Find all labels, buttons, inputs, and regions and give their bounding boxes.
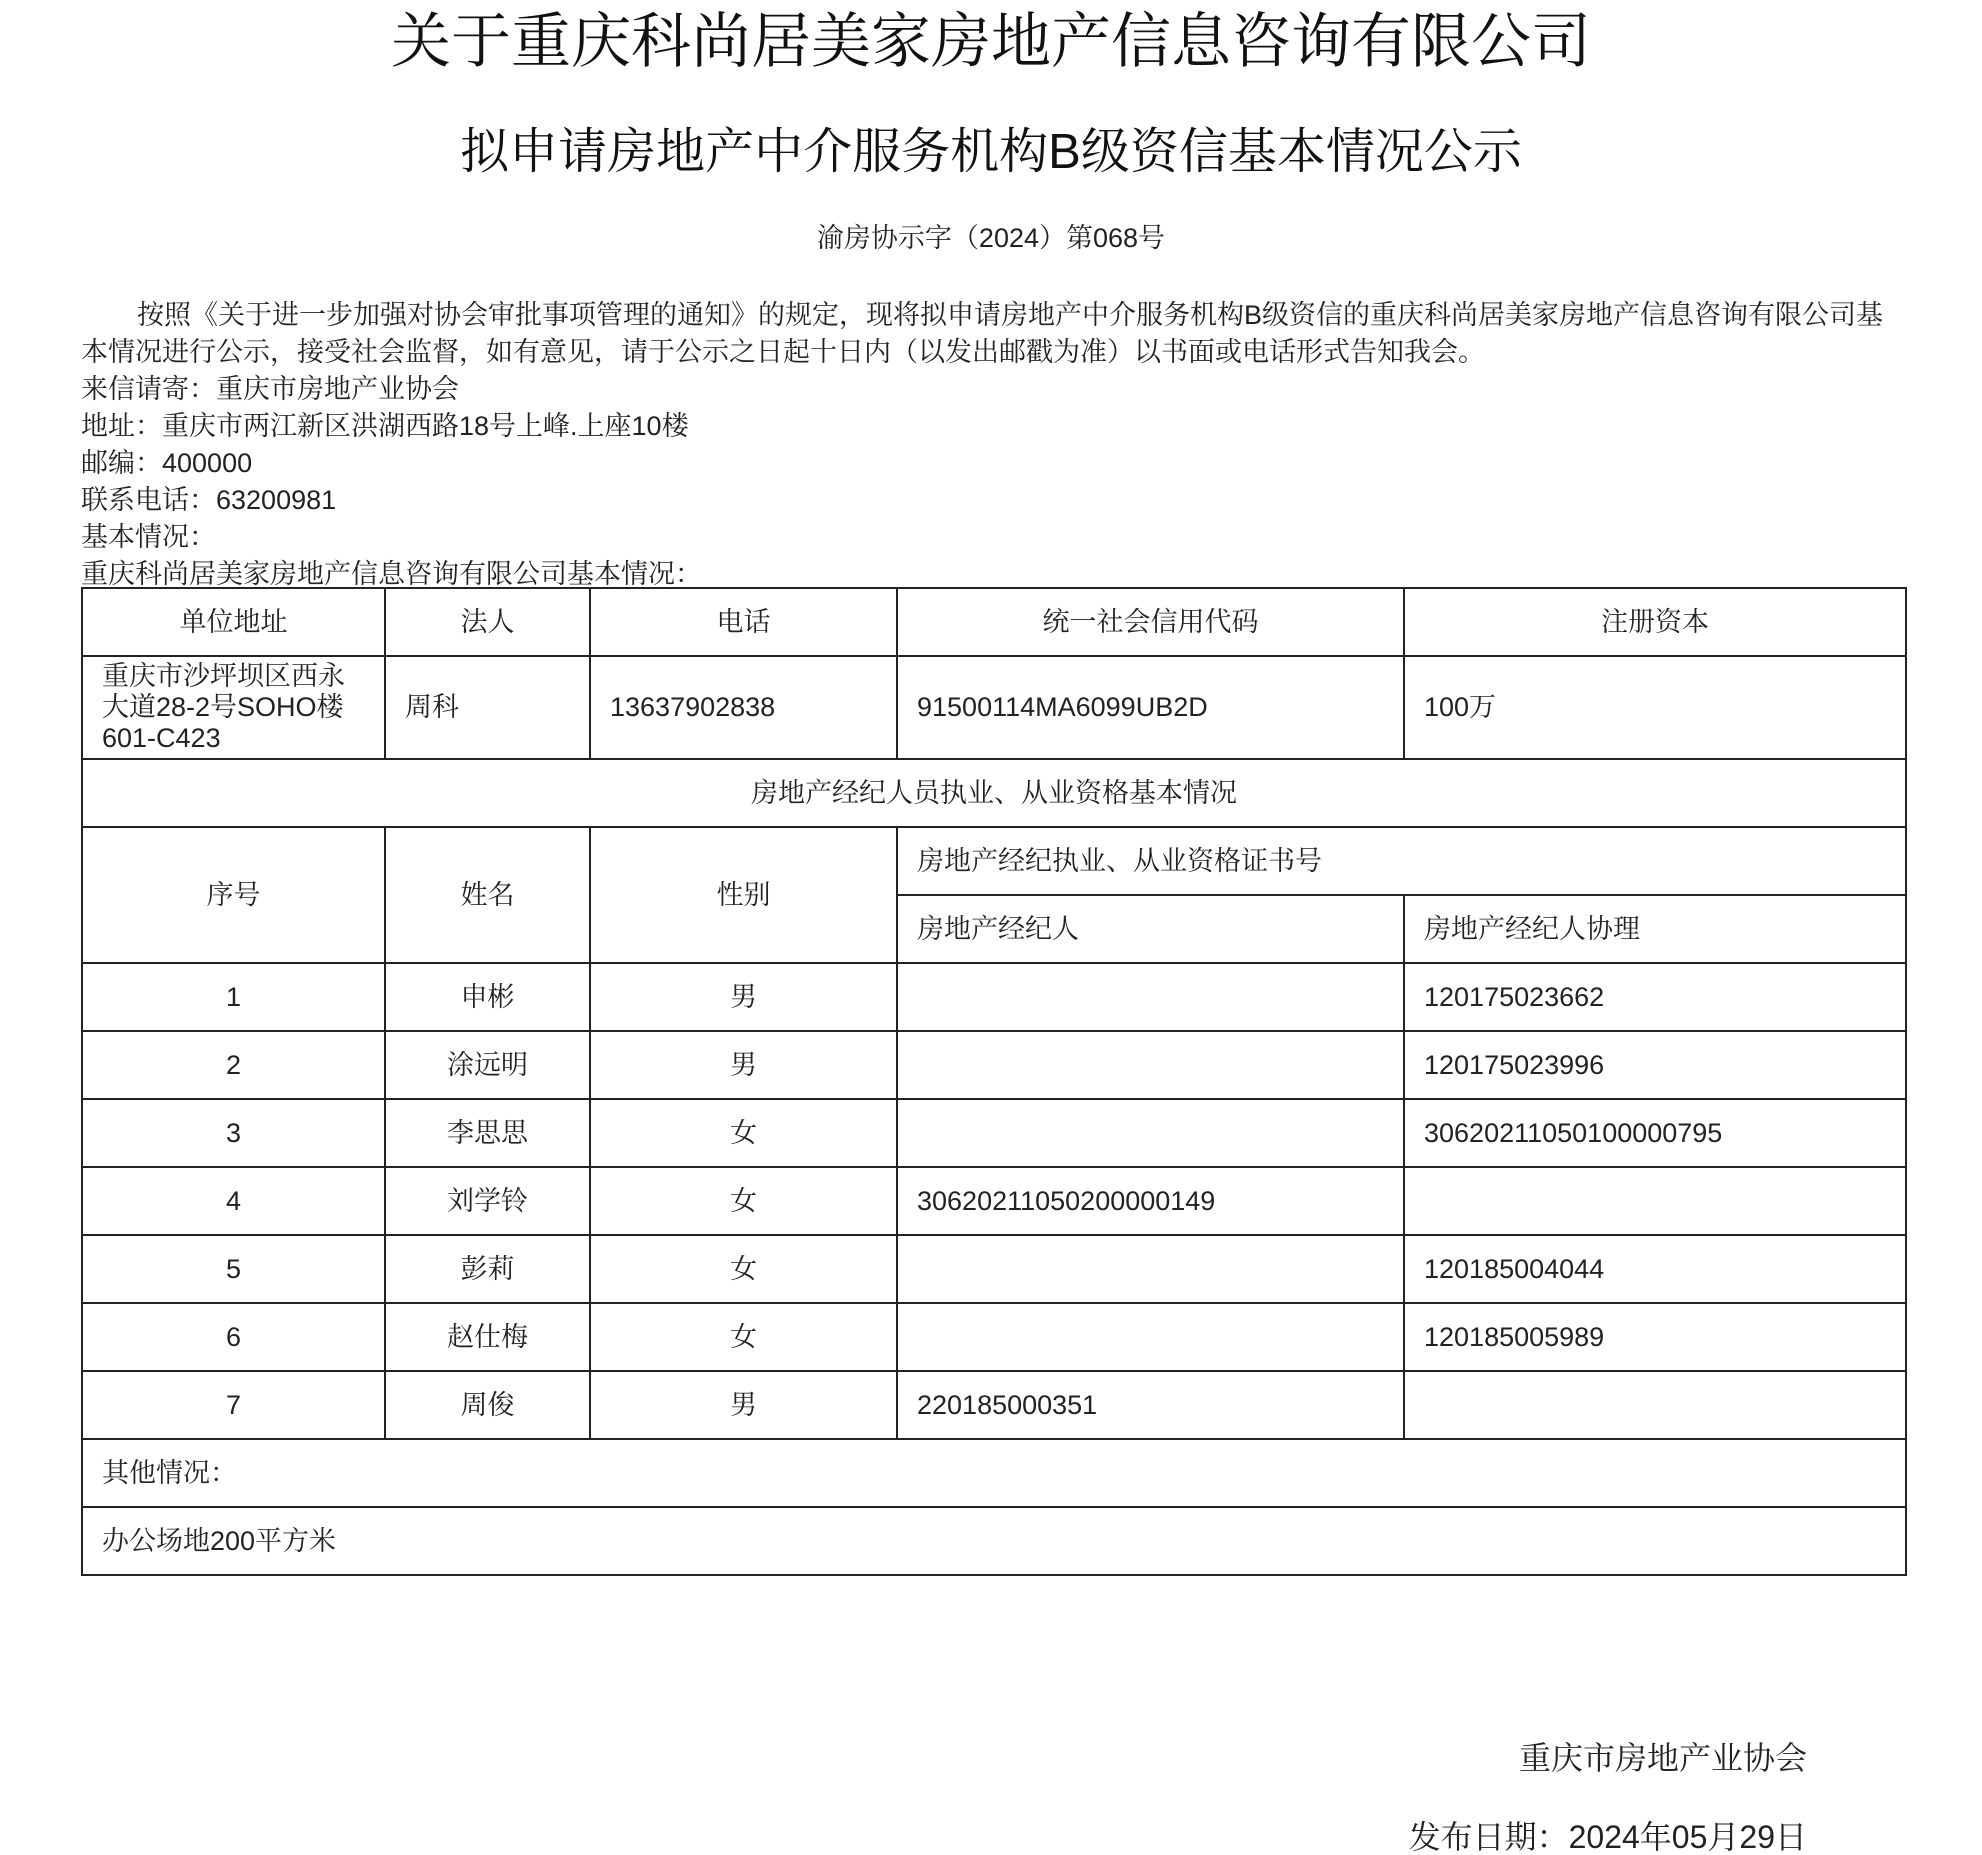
header-cell-legal-person: 法人 [385, 588, 590, 656]
header-cell-credit-code: 统一社会信用代码 [897, 588, 1404, 656]
header-cell-address: 单位地址 [82, 588, 385, 656]
header-cell-gender: 性别 [590, 827, 897, 963]
row-assistant-cert [1404, 1167, 1906, 1235]
table-row [82, 1031, 1906, 1099]
header-cell-cert-group: 房地产经纪执业、从业资格证书号 [897, 827, 1906, 895]
company-address: 重庆市沙坪坝区西永大道28-2号SOHO楼601-C423 [82, 656, 385, 759]
other-label-row [82, 1439, 1906, 1507]
row-seq: 4 [82, 1167, 385, 1235]
row-agent-cert [897, 1099, 1404, 1167]
table-row [82, 1099, 1906, 1167]
other-label: 其他情况： [82, 1439, 1906, 1507]
row-gender: 男 [590, 963, 897, 1031]
table-row [82, 1371, 1906, 1439]
header-cell-assistant: 房地产经纪人协理 [1404, 895, 1906, 963]
row-agent-cert [897, 1303, 1404, 1371]
row-seq: 2 [82, 1031, 385, 1099]
agents-section-title-row [82, 759, 1906, 827]
row-agent-cert [897, 963, 1404, 1031]
page-subtitle: 拟申请房地产中介服务机构B级资信基本情况公示 [460, 125, 1522, 179]
row-seq: 1 [82, 963, 385, 1031]
header-cell-phone: 电话 [590, 588, 897, 656]
table-row [82, 963, 1906, 1031]
company-legal-person: 周科 [385, 656, 590, 759]
table-row [82, 1167, 1906, 1235]
footer-date: 发布日期：2024年05月29日 [1408, 1819, 1807, 1855]
company-data-row [82, 656, 1906, 759]
header-cell-capital: 注册资本 [1404, 588, 1906, 656]
header-cell-seq: 序号 [82, 827, 385, 963]
basic-info-label: 基本情况： [81, 522, 216, 552]
row-name: 赵仕梅 [385, 1303, 590, 1371]
company-header-row [82, 588, 1906, 656]
row-gender: 女 [590, 1167, 897, 1235]
postcode-line: 邮编：400000 [81, 448, 253, 478]
row-name: 周俊 [385, 1371, 590, 1439]
company-credit-code: 91500114MA6099UB2D [897, 656, 1404, 759]
other-value: 办公场地200平方米 [82, 1507, 1906, 1575]
row-name: 李思思 [385, 1099, 590, 1167]
row-gender: 女 [590, 1235, 897, 1303]
document-number: 渝房协示字（2024）第068号 [816, 223, 1166, 253]
row-gender: 女 [590, 1099, 897, 1167]
row-gender: 女 [590, 1303, 897, 1371]
agents-header-row-1 [82, 827, 1906, 895]
row-seq: 3 [82, 1099, 385, 1167]
table-row [82, 1303, 1906, 1371]
intro-paragraph: 按照《关于进一步加强对协会审批事项管理的通知》的规定，现将拟申请房地产中介服务机构B级资信的重庆科尚居美家房地产信息咨询有限公司基本情况进行公示，接受社会监督，如有意见，请于公示之日起十日内（以发出邮戳为准）以书面或电话形式告知我会。 [81, 300, 1884, 367]
phone-line: 联系电话：63200981 [81, 485, 337, 515]
page-title: 关于重庆科尚居美家房地产信息咨询有限公司 [391, 8, 1591, 75]
company-capital: 100万 [1404, 656, 1906, 759]
footer-organization: 重庆市房地产业协会 [1518, 1740, 1807, 1776]
row-name: 刘学铃 [385, 1167, 590, 1235]
row-assistant-cert [1404, 1371, 1906, 1439]
company-phone: 13637902838 [590, 656, 897, 759]
row-name: 申彬 [385, 963, 590, 1031]
row-assistant-cert: 120175023662 [1404, 963, 1906, 1031]
agents-section-title: 房地产经纪人员执业、从业资格基本情况 [82, 759, 1906, 827]
table-row [82, 1235, 1906, 1303]
notice-table [81, 587, 1907, 1576]
row-agent-cert [897, 1031, 1404, 1099]
row-agent-cert: 30620211050200000149 [897, 1167, 1404, 1235]
company-basic-info-label: 重庆科尚居美家房地产信息咨询有限公司基本情况： [81, 559, 702, 589]
other-value-row [82, 1507, 1906, 1575]
intro-block [81, 297, 1905, 593]
row-agent-cert [897, 1235, 1404, 1303]
row-name: 彭莉 [385, 1235, 590, 1303]
row-seq: 7 [82, 1371, 385, 1439]
row-gender: 男 [590, 1371, 897, 1439]
row-agent-cert: 220185000351 [897, 1371, 1404, 1439]
header-cell-name: 姓名 [385, 827, 590, 963]
row-assistant-cert: 120185004044 [1404, 1235, 1906, 1303]
row-gender: 男 [590, 1031, 897, 1099]
row-name: 涂远明 [385, 1031, 590, 1099]
header-cell-agent: 房地产经纪人 [897, 895, 1404, 963]
address-line: 地址：重庆市两江新区洪湖西路18号上峰.上座10楼 [81, 411, 689, 441]
row-assistant-cert: 120175023996 [1404, 1031, 1906, 1099]
row-assistant-cert: 30620211050100000795 [1404, 1099, 1906, 1167]
mail-to-line: 来信请寄：重庆市房地产业协会 [81, 374, 459, 404]
row-assistant-cert: 120185005989 [1404, 1303, 1906, 1371]
row-seq: 5 [82, 1235, 385, 1303]
row-seq: 6 [82, 1303, 385, 1371]
